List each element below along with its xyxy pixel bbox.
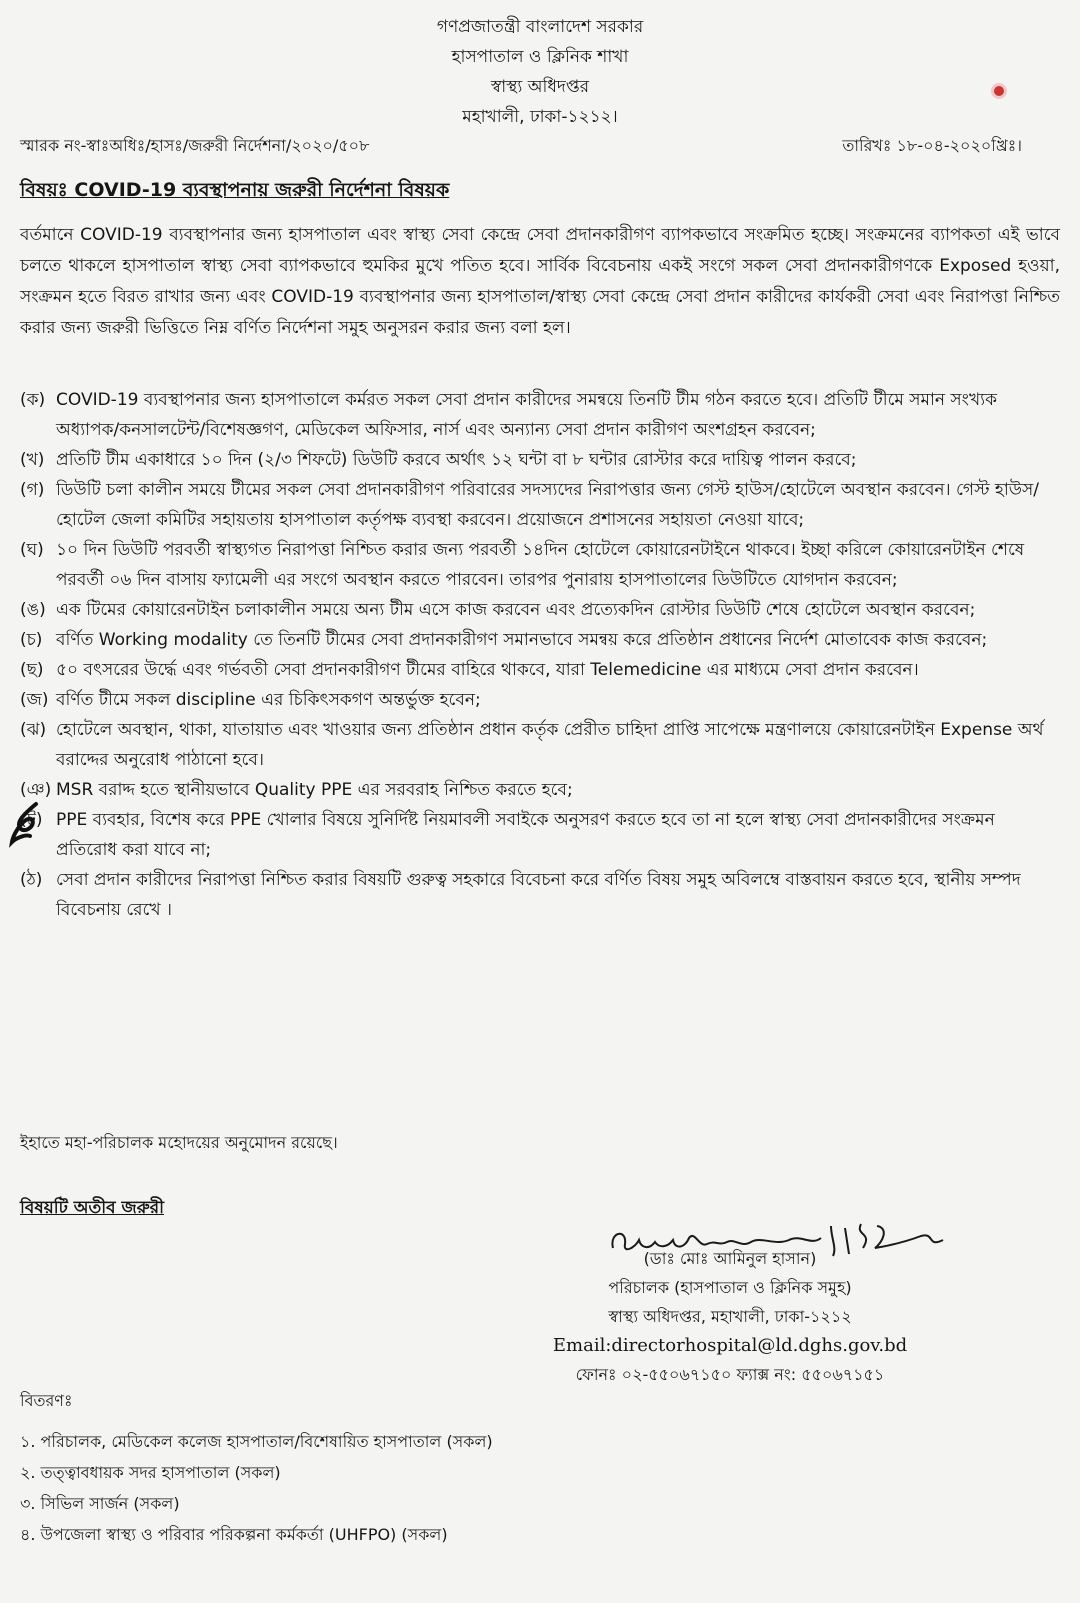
directive-item [20,475,1060,535]
letterhead-address: মহাখালী, ঢাকা-১২১২। [462,107,618,127]
directive-item [20,385,1060,445]
directive-text: বর্ণিত Working modality তে তিনটি টীমের সেবা প্রদানকারীগণ সমানভাবে সমন্বয় করে প্রতিষ্ঠান প্রধানের নির্দেশ মোতাবেক কাজ করবেন; [56,630,988,650]
directive-text: হোটেলে অবস্থান, থাকা, যাতায়াত এবং খাওয়ার জন্য প্রতিষ্ঠান প্রধান কর্তৃক প্রেরীত চাহিদা প্রাপ্তি সাপেক্ষে মন্ত্রণালয়ে কোয়ারেনটাইন Expense অর্থ বরাদ্দের অনুরোধ পাঠানো হবে। [56,720,1044,770]
directive-text: প্রতিটি টীম একাধারে ১০ দিন (২/৩ শিফটে) ডিউটি করবে অর্থাৎ ১২ ঘন্টা বা ৮ ঘন্টার রোস্টার করে দায়িত্ব পালন করবে; [56,450,857,470]
directive-marker: (ঝ) [20,720,47,740]
distribution-item: ২. তত্ত্বাবধায়ক সদর হাসপাতাল (সকল) [20,1463,281,1482]
directive-marker: (ঘ) [20,540,44,560]
letterhead-directorate: স্বাস্থ্য অধিদপ্তর [490,77,590,97]
directive-item [20,685,1060,715]
intro-paragraph: বর্তমানে COVID-19 ব্যবস্থাপনার জন্য হাসপাতাল এবং স্বাস্থ্য সেবা কেন্দ্রে সেবা প্রদানকারীগণ ব্যাপকভাবে সংক্রমিত হচ্ছে। সংক্রমনের ব্যাপকতা এই ভাবে চলতে থাকলে হাসপাতাল স্বাস্থ্য সেবা ব্যাপকভাবে হুমকির মুখে পতিত হবে। সার্বিক বিবেচনায় একই সংগে সকল সেবা প্রদানকারীগণকে Exposed হওয়া, সংক্রমন হতে বিরত রাখার জন্য এবং COVID-19 ব্যবস্থাপনার জন্য হাসপাতাল/স্বাস্থ্য সেবা কেন্দ্রে সেবা প্রদান কারীদের কার্যকরী সেবা এবং নিরাপত্তা নিশ্চিত করার জন্য জরুরী ভিত্তিতে নিম্ন বর্ণিত নির্দেশনা সমুহ অনুসরন করার জন্য বলা হল। [20,225,1060,338]
urgent-note: বিষয়টি অতীব জরুরী [20,1198,164,1218]
letterhead-government: গণপ্রজাতন্ত্রী বাংলাদেশ সরকার [436,17,644,37]
memo-date: তারিখঃ ১৮-০৪-২০২০খ্রিঃ। [842,136,1022,155]
signer-email: Email:directorhospital@ld.dghs.gov.bd [552,1335,908,1356]
directive-text: PPE ব্যবহার, বিশেষ করে PPE খোলার বিষয়ে সুনির্দিষ্ট নিয়মাবলী সবাইকে অনুসরণ করতে হবে তা না হলে স্বাস্থ্য সেবা প্রদানকারীদের সংক্রমন প্রতিরোধ করা যাবে না; [56,810,995,860]
directive-text: বর্ণিত টীমে সকল discipline এর চিকিৎসকগণ অন্তর্ভুক্ত হবেন; [56,690,481,710]
directive-marker: (খ) [20,450,45,470]
directive-text: সেবা প্রদান কারীদের নিরাপত্তা নিশ্চিত করার বিষয়টি গুরুত্ব সহকারে বিবেচনা করে বর্ণিত বিষয় সমুহ অবিলম্বে বাস্তবায়ন করতে হবে, স্থানীয় সম্পদ বিবেচনায় রেখে । [56,870,1021,920]
subject-line: বিষয়ঃ COVID-19 ব্যবস্থাপনায় জরুরী নির্দেশনা বিষয়ক [20,179,450,201]
directive-marker: (ঠ) [20,870,43,890]
signer-office: স্বাস্থ্য অধিদপ্তর, মহাখালী, ঢাকা-১২১২ [608,1307,852,1326]
directive-item [20,595,1060,625]
directive-marker: (ট) [20,810,43,830]
signer-phone: ফোনঃ ০২-৫৫০৬৭১৫০ ফ্যাক্স নং: ৫৫০৬৭১৫১ [575,1365,885,1384]
directive-text: ডিউটি চলা কালীন সময়ে টীমের সকল সেবা প্রদানকারীগণ পরিবারের সদস্যদের নিরাপত্তার জন্য গেস্ট হাউস/হোটেলে অবস্থান করবেন। গেস্ট হাউস/হোটেল জেলা কমিটির সহায়তায় হাসপাতাল কর্তৃপক্ষ ব্যবস্থা করবেন। প্রয়োজনে প্রশাসনের সহায়তা নেওয়া যাবে; [56,480,1039,530]
directive-item [20,775,1060,805]
letterhead-branch: হাসপাতাল ও ক্লিনিক শাখা [451,47,629,67]
directive-marker: (গ) [20,480,45,500]
signer-designation: পরিচালক (হাসপাতাল ও ক্লিনিক সমুহ) [608,1278,852,1297]
directive-item [20,715,1060,775]
directive-item [20,865,1060,925]
directive-marker: (ঙ) [20,600,46,620]
directive-item [20,805,1060,865]
distribution-item: ৩. সিভিল সার্জন (সকল) [20,1494,180,1513]
directive-item [20,535,1060,595]
distribution-list [20,1426,493,1550]
directive-text: ৫০ বৎসরের উর্দ্ধে এবং গর্ভবতী সেবা প্রদানকারীগণ টীমের বাহিরে থাকবে, যারা Telemedicine এর মাধ্যমে সেবা প্রদান করবেন। [56,660,919,680]
directive-text: এক টিমের কোয়ারেনটাইন চলাকালীন সময়ে অন্য টীম এসে কাজ করবেন এবং প্রত্যেকদিন রোস্টার ডিউটি শেষে হোটেলে অবস্থান করবেন; [56,600,976,620]
directive-marker: (জ) [20,690,49,710]
directive-marker: (ক) [20,390,46,410]
signer-name: (ডাঃ মোঃ আমিনুল হাসান) [643,1249,817,1268]
memo-number: স্মারক নং-স্বাঃঅধিঃ/হাসঃ/জরুরী নির্দেশনা/২০২০/৫০৮ [20,136,370,155]
directive-item [20,445,1060,475]
distribution-title: বিতরণঃ [20,1391,73,1410]
directive-marker: (ছ) [20,660,44,680]
signer-block [500,1244,960,1389]
approval-note: ইহাতে মহা-পরিচালক মহোদয়ের অনুমোদন রয়েছে। [20,1133,338,1152]
distribution-item: ৪. উপজেলা স্বাস্থ্য ও পরিবার পরিকল্পনা কর্মকর্তা (UHFPO) (সকল) [20,1525,448,1544]
directive-marker: (ঞ) [20,780,52,800]
distribution-item: ১. পরিচালক, মেডিকেল কলেজ হাসপাতাল/বিশেষায়িত হাসপাতাল (সকল) [20,1432,493,1451]
directive-item [20,655,1060,685]
directive-text: ১০ দিন ডিউটি পরবর্তী স্বাস্থ্যগত নিরাপত্তা নিশ্চিত করার জন্য পরবর্তী ১৪দিন হোটেলে কোয়ারেনটাইনে থাকবে। ইচ্ছা করিলে কোয়ারেনটাইন শেষে পরবর্তী ০৬ দিন বাসায় ফ্যামেলী এর সংগে অবস্থান করতে পারবেন। তারপর পুনারায় হাসপাতালের ডিউটিতে যোগদান করবেন; [56,540,1025,590]
directive-text: COVID-19 ব্যবস্থাপনার জন্য হাসপাতালে কর্মরত সকল সেবা প্রদান কারীদের সমন্বয়ে তিনটি টীম গঠন করতে হবে। প্রতিটি টীমে সমান সংখ্যক অধ্যাপক/কনসালটেন্ট/বিশেষজ্ঞগণ, মেডিকেল অফিসার, নার্স এবং অন্যান্য সেবা প্রদান কারীগণ অংশগ্রহন করবেন; [56,390,997,440]
letterhead [0,12,1080,132]
directive-item [20,625,1060,655]
directive-list [20,385,1060,925]
directive-marker: (চ) [20,630,43,650]
directive-text: MSR বরাদ্দ হতে স্থানীয়ভাবে Quality PPE এর সরবরাহ নিশ্চিত করতে হবে; [56,780,573,800]
